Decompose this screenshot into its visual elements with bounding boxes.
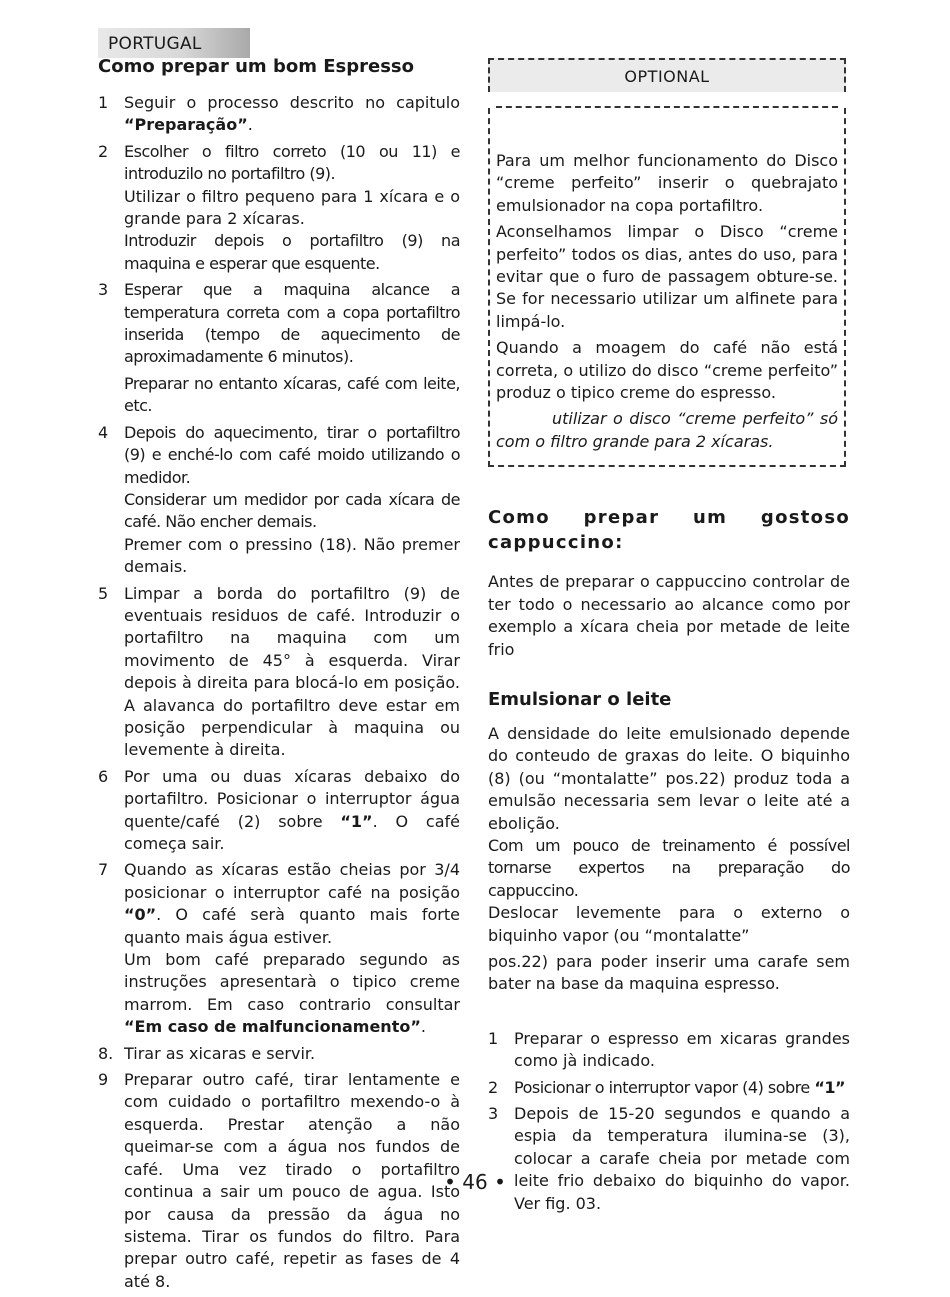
section-title-cappuccino: Como prepar um gostoso cappuccino:	[488, 507, 850, 554]
step-number: 9	[98, 1070, 109, 1090]
step-number: 7	[98, 860, 109, 880]
step-text: Introduzir depois o portafiltro (9) na maquina e esperar que esquente.	[124, 231, 460, 273]
step-number: 2	[488, 1077, 499, 1097]
step-number: 6	[98, 766, 109, 786]
optional-body	[488, 108, 846, 467]
step-number: 3	[98, 280, 109, 300]
step-number: 3	[488, 1104, 499, 1123]
step-text: Preparar outro café, tirar lentamente e com cuidado o portafiltro mexendo-o à esquerda. Prestar atenção a não queimar-se com a água nos fundos de café. Uma vez tirado o portafiltro continua a sair um pouco de agua. Isto por causa da pressão da água no sistema. Tirar os fundos do filtro. Para prepar outro café, repetir as fases de 4 até 8.	[124, 1070, 460, 1291]
optional-paragraph: Quando a moagem do café não está correta, o utilizo do disco “creme perfeito” produz o tipico creme do espresso.	[496, 338, 838, 403]
step-text: Depois de 15-20 segundos e quando a espia da temperatura ilumina-se (3), colocar a carafe cheia por metade com leite frio debaixo do biquinho do vapor. Ver fig. 03.	[514, 1104, 850, 1213]
step-text: Limpar a borda do portafiltro (9) de eventuais residuos de café. Introduzir o portafiltro na maquina com um movimento de 45° à esquerda. Virar depois à direita para blocá-lo em posição. A alavanca do portafiltro deve estar em posição perpendicular à maquina ou levemente à direita.	[124, 583, 460, 760]
list-item	[488, 1103, 850, 1215]
optional-paragraph: Aconselhamos limpar o Disco “creme perfeito” todos os dias, antes do uso, para evitar que o furo de passagem obture-se. Se for necessario utilizar um alfinete para limpá-lo.	[496, 222, 838, 331]
list-item	[98, 92, 460, 137]
optional-label: OPTIONAL	[488, 58, 846, 92]
step-text: Considerar um medidor por cada xícara de café. Não encher demais.	[124, 489, 460, 532]
list-item	[488, 1028, 850, 1073]
divider	[496, 92, 838, 108]
step-number: 5	[98, 583, 109, 603]
optional-box	[488, 58, 846, 467]
step-text: Utilizar o filtro pequeno para 1 xícara e o grande para 2 xícaras.	[124, 186, 460, 229]
step-text: Por uma ou duas xícaras debaixo do portafiltro. Posicionar o interruptor água quente/café (2) sobre “1”. O café começa sair.	[124, 766, 460, 853]
right-column	[488, 54, 850, 1219]
list-item	[98, 141, 460, 275]
list-item	[98, 422, 460, 579]
step-text: Depois do aquecimento, tirar o portafiltro (9) e enché-lo com café moido utilizando o medidor.	[124, 422, 460, 487]
list-item	[98, 279, 460, 417]
list-item	[98, 859, 460, 1038]
language-tab: PORTUGAL	[98, 28, 250, 58]
left-column	[98, 54, 460, 1297]
emulsionar-paragraph: Deslocar levemente para o externo o biquinho vapor (ou “montalatte”	[488, 903, 850, 945]
emulsionar-section	[488, 687, 850, 1215]
step-number: 4	[98, 422, 109, 442]
list-item	[98, 1043, 460, 1065]
step-text: Tirar as xicaras e servir.	[124, 1043, 316, 1063]
cappuccino-section	[488, 505, 850, 661]
step-number: 1	[98, 93, 109, 112]
page-number: • 46 •	[444, 1170, 506, 1194]
step-text: Premer com o pressino (18). Não premer demais.	[124, 534, 460, 577]
step-number: 1	[488, 1028, 499, 1048]
step-text: Um bom café preparado segundo as instruções apresentarà o tipico creme marrom. Em caso contrario consultar “Em caso de malfuncionamento”.	[124, 950, 460, 1037]
emulsionar-paragraph: pos.22) para poder inserir uma carafe sem bater na base da maquina espresso.	[488, 951, 850, 994]
section-title-emulsionar: Emulsionar o leite	[488, 688, 672, 710]
step-text: Seguir o processo descrito no capitulo “Preparação”.	[124, 93, 460, 135]
step-number: 8.	[98, 1043, 114, 1063]
step-text: Preparar no entanto xícaras, café com leite, etc.	[124, 373, 460, 416]
section-title-espresso: Como prepar um bom Espresso	[98, 56, 414, 77]
list-item	[98, 583, 460, 762]
step-text: Posicionar o interruptor vapor (4) sobre “1”	[514, 1077, 846, 1097]
espresso-steps	[98, 92, 460, 1293]
step-number: 2	[98, 141, 109, 161]
emulsionar-paragraph: Com um pouco de treinamento é possível tornarse expertos na preparação do cappuccino.	[488, 835, 850, 900]
emulsionar-paragraph: A densidade do leite emulsionado depende do conteudo de graxas do leite. O biquinho (8) (ou “montalatte” pos.22) produz toda a emulsão necessaria sem levar o leite até a ebolição.	[488, 723, 850, 833]
optional-paragraph: Para um melhor funcionamento do Disco “creme perfeito” inserir o quebrajato emulsionador na copa portafiltro.	[496, 151, 838, 215]
step-text: Escolher o filtro correto (10 ou 11) e introduzilo no portafiltro (9).	[124, 141, 460, 184]
list-item	[488, 1077, 850, 1099]
optional-note: utilizar o disco “creme perfeito” só com o filtro grande para 2 xícaras.	[496, 409, 838, 451]
step-text: Preparar o espresso em xicaras grandes como jà indicado.	[514, 1028, 850, 1071]
step-text: Quando as xícaras estão cheias por 3/4 posicionar o interruptor café na posição “0”. O café serà quanto mais forte quanto mais água estiver.	[124, 860, 460, 947]
cappuccino-intro: Antes de preparar o cappuccino controlar de ter todo o necessario ao alcance como por exemplo a xícara cheia por metade de leite frio	[488, 572, 850, 659]
step-text: Esperar que a maquina alcance a temperatura correta com a copa portafiltro inserida (tempo de aquecimento de aproximadamente 6 minutos).	[124, 280, 460, 367]
list-item	[98, 766, 460, 856]
